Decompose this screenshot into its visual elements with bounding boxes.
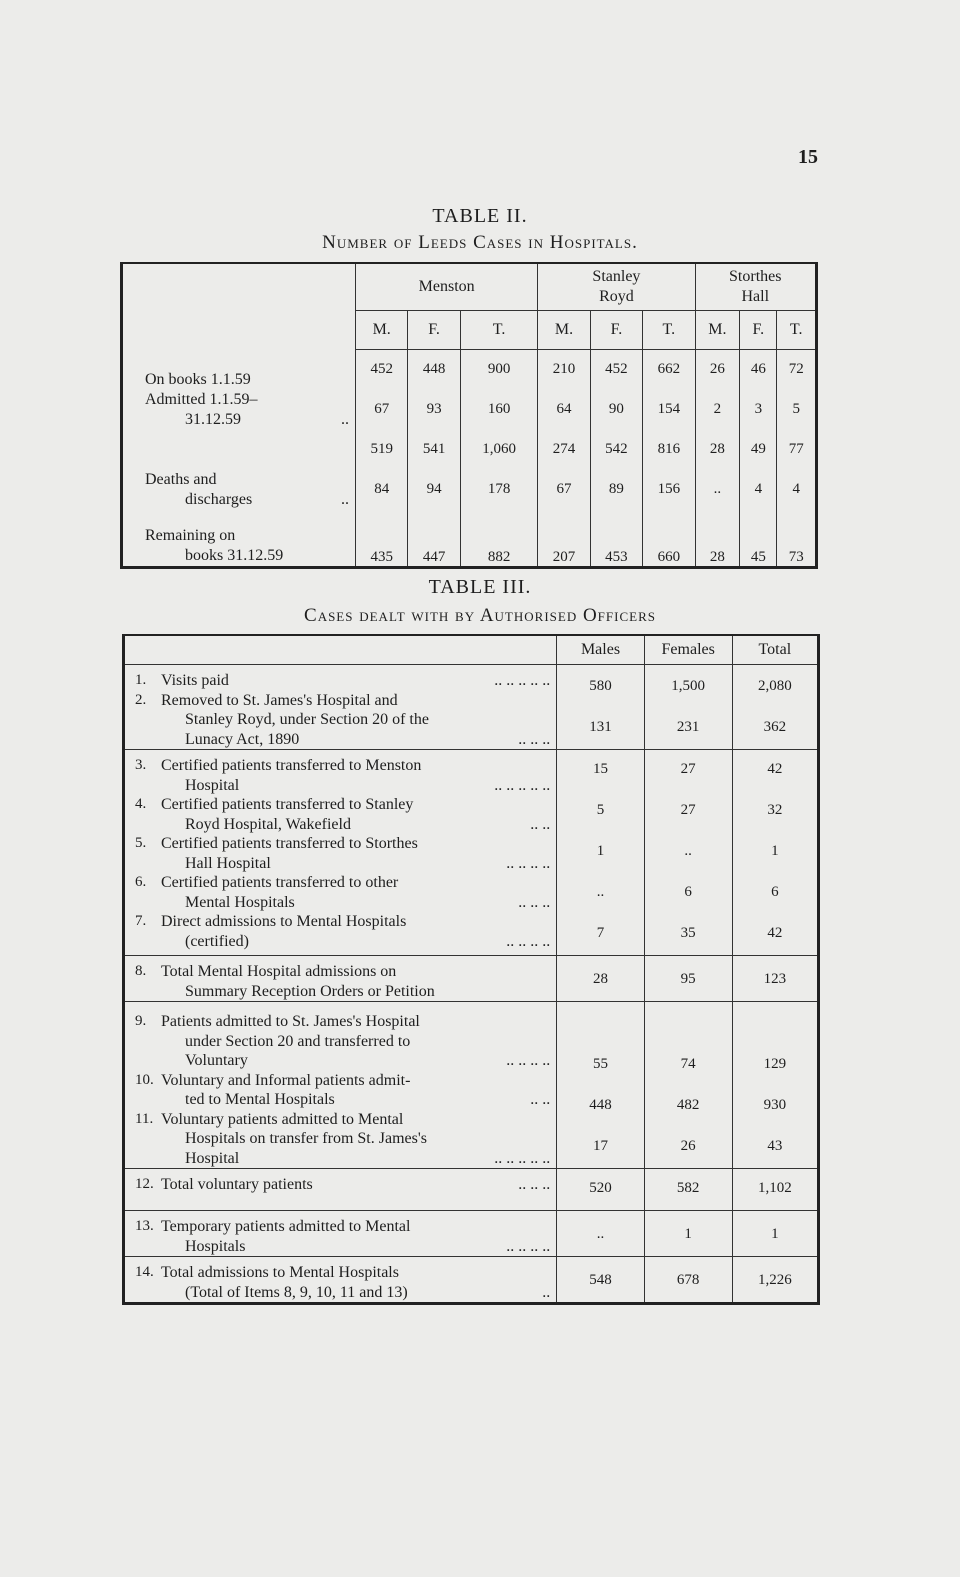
value-cell: 882 <box>460 510 538 568</box>
value-cell: 4 <box>777 470 817 510</box>
value-cell: 210 <box>538 350 590 390</box>
value-cell: 447 <box>408 510 460 568</box>
column-header: Males <box>557 635 644 665</box>
list-item: 6. Certified patients transferred to other Mental Hospitals .. .. .. <box>135 874 551 911</box>
group-header: Menston <box>356 263 538 311</box>
value-cell: 1,102 <box>757 1180 792 1196</box>
value-cell: 6 <box>771 884 779 900</box>
value-cell: 1,060 <box>460 430 538 470</box>
list-item: 9. Patients admitted to St. James's Hospital under Section 20 and transferred to Voluntary .. .. .. .. <box>135 1013 551 1069</box>
table-row <box>122 390 817 430</box>
value-cell: 46 <box>740 350 777 390</box>
value-cell: 123 <box>763 971 787 987</box>
item-description <box>124 1211 557 1257</box>
value-cell: 77 <box>777 430 817 470</box>
subheader-cell: T. <box>643 311 695 350</box>
row-label: Remaining on books 31.12.59 <box>122 510 356 568</box>
value-cell: 274 <box>538 430 590 470</box>
value-cell: 129 <box>763 1056 787 1072</box>
value-cell: 2,080 <box>757 678 792 694</box>
table-row <box>122 470 817 510</box>
value-cell: 660 <box>643 510 695 568</box>
value-cell: 1,500 <box>671 678 706 694</box>
value-cell: 43 <box>767 1138 783 1154</box>
page-number: 15 <box>798 146 818 168</box>
value-cell: 1 <box>771 843 779 859</box>
item-description <box>124 1169 557 1211</box>
value-cell: 816 <box>643 430 695 470</box>
table-3-subtitle: Cases dealt with by Authorised Officers <box>304 605 656 626</box>
row-label: On books 1.1.59 <box>122 350 356 390</box>
subheader-cell: F. <box>590 311 642 350</box>
value-cell: 72 <box>777 350 817 390</box>
table-row <box>122 510 817 568</box>
list-item: 13. Temporary patients admitted to Mental Hospitals .. .. .. .. <box>135 1218 551 1255</box>
value-cell: 6 <box>684 884 692 900</box>
value-cell: 84 <box>356 470 408 510</box>
value-cell: 448 <box>589 1097 612 1113</box>
list-item: 5. Certified patients transferred to Storthes Hall Hospital .. .. .. .. <box>135 835 551 872</box>
value-cell: 55 <box>593 1056 609 1072</box>
value-cell: 452 <box>590 350 642 390</box>
value-cell: 452 <box>356 350 408 390</box>
value-cell: 541 <box>408 430 460 470</box>
row-label: Admitted 1.1.59– 31.12.59 .. <box>122 390 356 430</box>
table-row-group <box>124 750 819 956</box>
value-cell: .. <box>684 843 692 859</box>
value-cell: 2 <box>695 390 740 430</box>
value-cell: 662 <box>643 350 695 390</box>
value-cell: 7 <box>596 925 605 941</box>
value-cell: 154 <box>643 390 695 430</box>
value-cell: 548 <box>589 1272 612 1288</box>
value-cell: 482 <box>676 1097 700 1113</box>
value-cell: 930 <box>763 1097 787 1113</box>
list-item: 3. Certified patients transferred to Menston Hospital .. .. .. .. .. <box>135 757 551 794</box>
column-header: Females <box>644 635 732 665</box>
list-item: 12. Total voluntary patients .. .. .. <box>135 1176 551 1193</box>
value-cell: 5 <box>596 802 605 818</box>
value-cell: 26 <box>695 350 740 390</box>
item-description <box>124 1002 557 1169</box>
list-item: 4. Certified patients transferred to Stanley Royd Hospital, Wakefield .. .. <box>135 796 551 833</box>
table-2-title: TABLE II. <box>432 205 528 227</box>
subheader-cell: M. <box>695 311 740 350</box>
value-cell: .. <box>695 470 740 510</box>
value-cell: 74 <box>680 1056 696 1072</box>
value-cell: 542 <box>590 430 642 470</box>
value-cell: 89 <box>590 470 642 510</box>
value-cell: 178 <box>460 470 538 510</box>
table-2 <box>120 262 818 569</box>
subheader-cell: M. <box>538 311 590 350</box>
list-item: 10. Voluntary and Informal patients admit- ted to Mental Hospitals .. .. <box>135 1071 551 1108</box>
value-cell: 4 <box>740 470 777 510</box>
table-row-group <box>124 1257 819 1304</box>
value-cell: 49 <box>740 430 777 470</box>
value-cell: 448 <box>408 350 460 390</box>
subheader-cell: T. <box>460 311 538 350</box>
value-cell: 94 <box>408 470 460 510</box>
row-label: Deaths and discharges .. <box>122 470 356 510</box>
value-cell: 1 <box>771 1226 779 1242</box>
value-cell: 435 <box>356 510 408 568</box>
value-cell: 45 <box>740 510 777 568</box>
value-cell: 64 <box>538 390 590 430</box>
value-cell: 26 <box>680 1138 696 1154</box>
value-cell: 17 <box>593 1138 609 1154</box>
value-cell: 93 <box>408 390 460 430</box>
value-cell: 95 <box>680 971 696 987</box>
value-cell: 231 <box>676 719 700 735</box>
value-cell: 678 <box>676 1272 700 1288</box>
list-item: 8. Total Mental Hospital admissions on Summary Reception Orders or Petition <box>135 963 435 1000</box>
value-cell: .. <box>596 1226 605 1242</box>
table-row-group <box>124 1169 819 1211</box>
value-cell: 520 <box>589 1180 612 1196</box>
table-2-subtitle: Number of Leeds Cases in Hospitals. <box>322 232 638 253</box>
list-item: 2. Removed to St. James's Hospital and Stanley Royd, under Section 20 of the Lunacy Act, 1890 .. .. .. <box>135 691 551 748</box>
value-cell: 32 <box>767 802 783 818</box>
value-cell: 35 <box>680 925 696 941</box>
value-cell: 131 <box>589 719 612 735</box>
value-cell: 519 <box>356 430 408 470</box>
item-description <box>124 956 557 1002</box>
table-row <box>122 430 817 470</box>
value-cell: 160 <box>460 390 538 430</box>
value-cell: 3 <box>740 390 777 430</box>
item-description <box>124 665 557 750</box>
table-row-group <box>124 1002 819 1169</box>
table-row-group <box>124 665 819 750</box>
value-cell: 1 <box>596 843 605 859</box>
row-label <box>122 430 356 470</box>
list-item: 11. Voluntary patients admitted to Mental Hospitals on transfer from St. James's Hospital .. .. .. .. .. <box>135 1110 551 1167</box>
value-cell: 27 <box>680 761 696 777</box>
value-cell: 582 <box>676 1180 700 1196</box>
value-cell: 362 <box>763 719 787 735</box>
value-cell: 28 <box>593 971 609 987</box>
value-cell: 28 <box>695 510 740 568</box>
value-cell: 900 <box>460 350 538 390</box>
value-cell: 580 <box>589 678 612 694</box>
table-row <box>122 350 817 390</box>
group-header: Stanley Royd <box>538 263 695 311</box>
subheader-cell: M. <box>356 311 408 350</box>
value-cell: 1 <box>684 1226 692 1242</box>
list-item: 1. Visits paid .. .. .. .. .. <box>135 672 551 689</box>
value-cell: 1,226 <box>757 1272 792 1288</box>
value-cell: 156 <box>643 470 695 510</box>
value-cell: 73 <box>777 510 817 568</box>
item-description <box>124 1257 557 1304</box>
value-cell: 27 <box>680 802 696 818</box>
value-cell: 42 <box>767 761 783 777</box>
table-row-group <box>124 1211 819 1257</box>
item-description <box>124 750 557 956</box>
list-item: 7. Direct admissions to Mental Hospitals (certified) .. .. .. .. <box>135 913 551 950</box>
value-cell: 42 <box>767 925 783 941</box>
value-cell: 207 <box>538 510 590 568</box>
subheader-cell: T. <box>777 311 817 350</box>
subheader-cell: F. <box>740 311 777 350</box>
value-cell: .. <box>596 884 605 900</box>
value-cell: 28 <box>695 430 740 470</box>
value-cell: 5 <box>777 390 817 430</box>
subheader-cell: F. <box>408 311 460 350</box>
value-cell: 67 <box>538 470 590 510</box>
table-3 <box>122 634 820 1305</box>
value-cell: 90 <box>590 390 642 430</box>
table-3-title: TABLE III. <box>428 576 532 598</box>
list-item: 14. Total admissions to Mental Hospitals (Total of Items 8, 9, 10, 11 and 13) .. <box>135 1264 551 1301</box>
value-cell: 67 <box>356 390 408 430</box>
group-header: Storthes Hall <box>695 263 816 311</box>
value-cell: 453 <box>590 510 642 568</box>
value-cell: 15 <box>593 761 609 777</box>
table-row-group <box>124 956 819 1002</box>
column-header: Total <box>732 635 818 665</box>
